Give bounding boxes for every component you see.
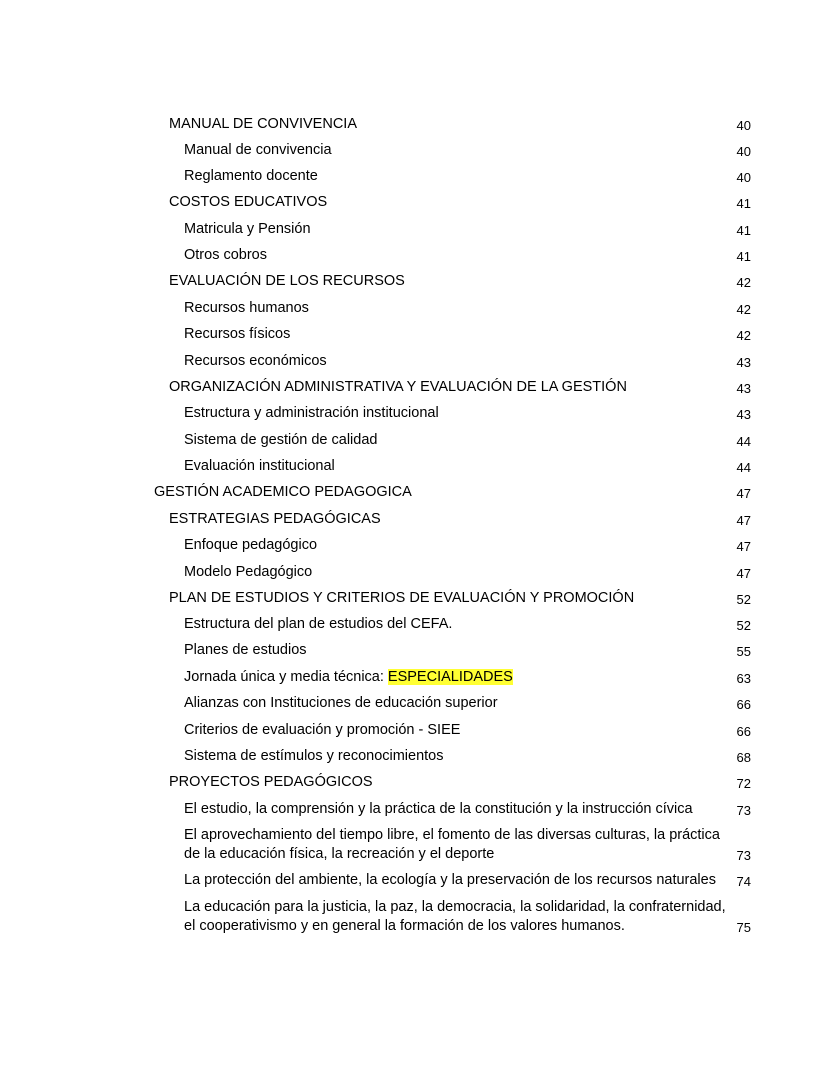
- toc-entry-title: [184, 826, 720, 864]
- toc-page-number: 41: [736, 249, 751, 264]
- toc-page-number: 47: [736, 566, 751, 581]
- toc-page-number: 52: [736, 592, 751, 607]
- toc-entry-title: PROYECTOS PEDAGÓGICOS: [169, 774, 373, 790]
- toc-page-number: 40: [736, 144, 751, 159]
- toc-page-number: 47: [736, 513, 751, 528]
- toc-page-number: 42: [736, 328, 751, 343]
- toc-entry-title: Modelo Pedagógico: [184, 564, 313, 580]
- toc-page-number: 43: [736, 381, 751, 396]
- toc-entry-title: GESTIÓN ACADEMICO PEDAGOGICA: [154, 484, 412, 500]
- toc-entry-title: Sistema de gestión de calidad: [184, 432, 378, 448]
- toc-page-number: 63: [736, 671, 751, 686]
- toc-entry-title: Sistema de estímulos y reconocimientos: [184, 748, 444, 764]
- toc-page-number: 42: [736, 275, 751, 290]
- highlighted-term: ESPECIALIDADES: [387, 669, 513, 685]
- toc-page-number: 68: [736, 750, 751, 765]
- toc-page-number: 52: [736, 618, 751, 633]
- toc-page-number: 41: [736, 196, 751, 211]
- toc-entry-title: COSTOS EDUCATIVOS: [169, 194, 328, 210]
- toc-page-number: 66: [736, 724, 751, 739]
- toc-entry-title: Recursos físicos: [184, 326, 291, 342]
- toc-entry-title: Enfoque pedagógico: [184, 537, 318, 553]
- toc-page-number: 72: [736, 776, 751, 791]
- toc-entry-title-text: Jornada única y media técnica:: [184, 669, 388, 685]
- toc-entry-title: PLAN DE ESTUDIOS Y CRITERIOS DE EVALUACIÓN Y PROMOCIÓN: [169, 590, 635, 606]
- toc-entry-title: MANUAL DE CONVIVENCIA: [169, 116, 357, 132]
- toc-page-number: 44: [736, 434, 751, 449]
- toc-entry-title: Planes de estudios: [184, 642, 307, 658]
- toc-entry-title: Manual de convivencia: [184, 142, 332, 158]
- toc-entry-title: La protección del ambiente, la ecología y la preservación de los recursos naturales: [184, 872, 716, 888]
- toc-page-number: 73: [736, 848, 751, 863]
- toc-page-number: 47: [736, 486, 751, 501]
- toc-page-number: 47: [736, 539, 751, 554]
- toc-entry-title: Criterios de evaluación y promoción - SIEE: [184, 722, 461, 738]
- toc-entry-title-line1: El aprovechamiento del tiempo libre, el fomento de las diversas culturas, la práctica: [184, 827, 720, 843]
- toc-page-number: 43: [736, 407, 751, 422]
- toc-entry-title: Recursos humanos: [184, 300, 309, 316]
- toc-entry-title: [184, 898, 726, 936]
- toc-page-number: 73: [736, 803, 751, 818]
- toc-entry-title: Estructura del plan de estudios del CEFA.: [184, 616, 453, 632]
- toc-entry-title-line2: de la educación física, la recreación y el deporte: [184, 846, 495, 862]
- toc-entry-title: Matricula y Pensión: [184, 221, 311, 237]
- toc-entry-title: Otros cobros: [184, 247, 267, 263]
- toc-page-number: 55: [736, 644, 751, 659]
- toc-entry-title: Evaluación institucional: [184, 458, 335, 474]
- toc-entry-title: Estructura y administración institucional: [184, 405, 439, 421]
- toc-page-number: 43: [736, 355, 751, 370]
- toc-entry-title: Reglamento docente: [184, 168, 318, 184]
- toc-page-number: 75: [736, 920, 751, 935]
- toc-page-number: 40: [736, 170, 751, 185]
- toc-entry-title: Alianzas con Instituciones de educación superior: [184, 695, 498, 711]
- toc-entry-title-line2: el cooperativismo y en general la formación de los valores humanos.: [184, 918, 625, 934]
- toc-entry-title: ORGANIZACIÓN ADMINISTRATIVA Y EVALUACIÓN DE LA GESTIÓN: [169, 379, 627, 395]
- toc-page-number: 41: [736, 223, 751, 238]
- toc-page-number: 40: [736, 118, 751, 133]
- toc-page-number: 42: [736, 302, 751, 317]
- toc-entry-title: ESTRATEGIAS PEDAGÓGICAS: [169, 511, 381, 527]
- toc-entry-title: El estudio, la comprensión y la práctica de la constitución y la instrucción cívica: [184, 801, 693, 817]
- toc-page-number: 44: [736, 460, 751, 475]
- toc-entry-title: [184, 668, 513, 687]
- toc-page-number: 74: [736, 874, 751, 889]
- toc-entry-title: EVALUACIÓN DE LOS RECURSOS: [169, 273, 405, 289]
- toc-entry-title-line1: La educación para la justicia, la paz, la democracia, la solidaridad, la confraternidad,: [184, 899, 726, 915]
- toc-page-number: 66: [736, 697, 751, 712]
- toc-entry-title: Recursos económicos: [184, 353, 327, 369]
